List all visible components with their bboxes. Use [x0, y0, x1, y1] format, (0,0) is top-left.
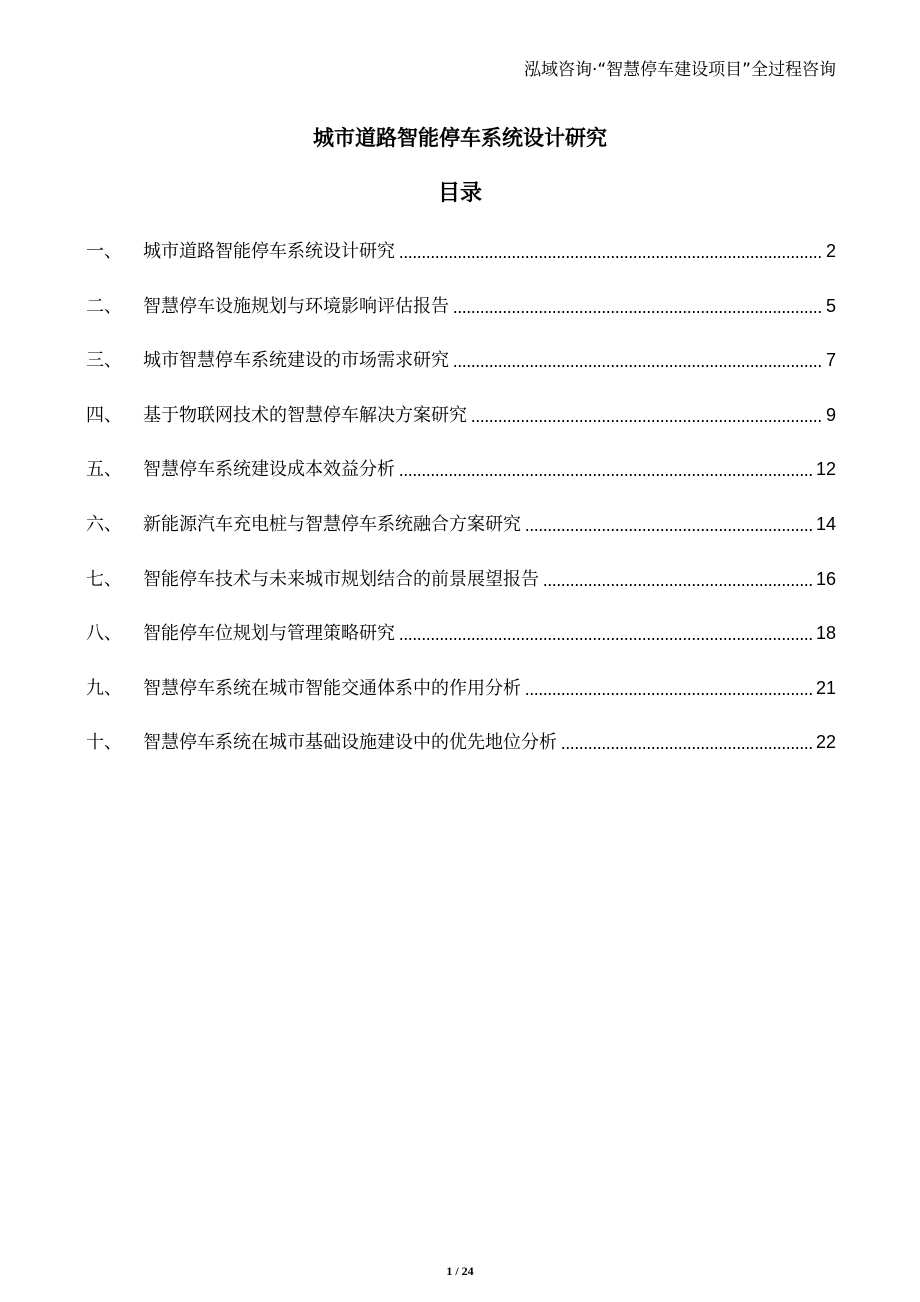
toc-entry-title: 智慧停车系统在城市基础设施建设中的优先地位分析 [143, 732, 557, 754]
toc-entry-title: 城市智慧停车系统建设的市场需求研究 [143, 350, 449, 372]
document-title: 城市道路智能停车系统设计研究 [313, 126, 607, 150]
toc-dot-leader [453, 311, 823, 313]
toc-entry-number: 一、 [86, 241, 122, 262]
toc-entry-title: 智慧停车系统建设成本效益分析 [143, 459, 395, 481]
toc-entry-page: 22 [815, 732, 836, 753]
toc-entry-number: 六、 [86, 513, 122, 535]
toc-entry-number: 四、 [86, 404, 122, 426]
toc-dot-leader [525, 529, 813, 531]
toc-heading: 目录 [437, 181, 482, 206]
toc-entry-page: 12 [815, 459, 836, 480]
toc-dot-leader [525, 693, 813, 695]
toc-dot-leader [399, 474, 813, 476]
toc-entry-number: 八、 [86, 623, 122, 645]
toc-dot-leader [471, 420, 823, 422]
toc-entry-page: 5 [825, 295, 836, 316]
toc-entry-3[interactable] [86, 345, 836, 375]
toc-entry-title: 智能停车技术与未来城市规划结合的前景展望报告 [143, 568, 539, 590]
table-of-contents [86, 236, 836, 782]
toc-entry-2[interactable] [86, 291, 836, 321]
toc-entry-title: 智慧停车系统在城市智能交通体系中的作用分析 [143, 677, 521, 699]
toc-entry-title: 新能源汽车充电桩与智慧停车系统融合方案研究 [143, 513, 521, 535]
toc-entry-title: 智能停车位规划与管理策略研究 [143, 623, 395, 645]
toc-dot-leader [399, 638, 813, 640]
page-number-footer: 1 / 24 [446, 1264, 474, 1278]
toc-entry-title: 智慧停车设施规划与环境影响评估报告 [143, 295, 449, 317]
toc-entry-page: 18 [815, 623, 836, 644]
toc-entry-number: 三、 [86, 350, 122, 372]
toc-entry-title: 基于物联网技术的智慧停车解决方案研究 [143, 404, 467, 426]
toc-entry-7[interactable] [86, 564, 836, 594]
toc-entry-number: 五、 [86, 459, 122, 481]
toc-entry-4[interactable] [86, 400, 836, 430]
toc-entry-8[interactable] [86, 618, 836, 648]
toc-dot-leader [453, 365, 823, 367]
toc-entry-page: 21 [815, 677, 836, 698]
toc-entry-page: 9 [825, 404, 836, 425]
toc-dot-leader [561, 747, 813, 749]
toc-dot-leader [399, 256, 823, 258]
toc-entry-page: 2 [825, 241, 836, 261]
toc-entry-number: 十、 [86, 732, 122, 754]
running-header: 泓域咨询·“智慧停车建设项目”全过程咨询 [523, 60, 836, 80]
toc-entry-1[interactable] [86, 236, 836, 266]
toc-entry-number: 二、 [86, 295, 122, 317]
toc-entry-page: 7 [825, 350, 836, 371]
toc-entry-page: 14 [815, 513, 836, 534]
toc-entry-6[interactable] [86, 509, 836, 539]
toc-entry-title: 城市道路智能停车系统设计研究 [143, 241, 395, 262]
toc-entry-5[interactable] [86, 454, 836, 484]
toc-entry-number: 七、 [86, 568, 122, 590]
toc-entry-number: 九、 [86, 677, 122, 699]
toc-entry-9[interactable] [86, 673, 836, 703]
toc-dot-leader [543, 584, 813, 586]
toc-entry-10[interactable] [86, 727, 836, 757]
toc-entry-page: 16 [815, 568, 836, 589]
